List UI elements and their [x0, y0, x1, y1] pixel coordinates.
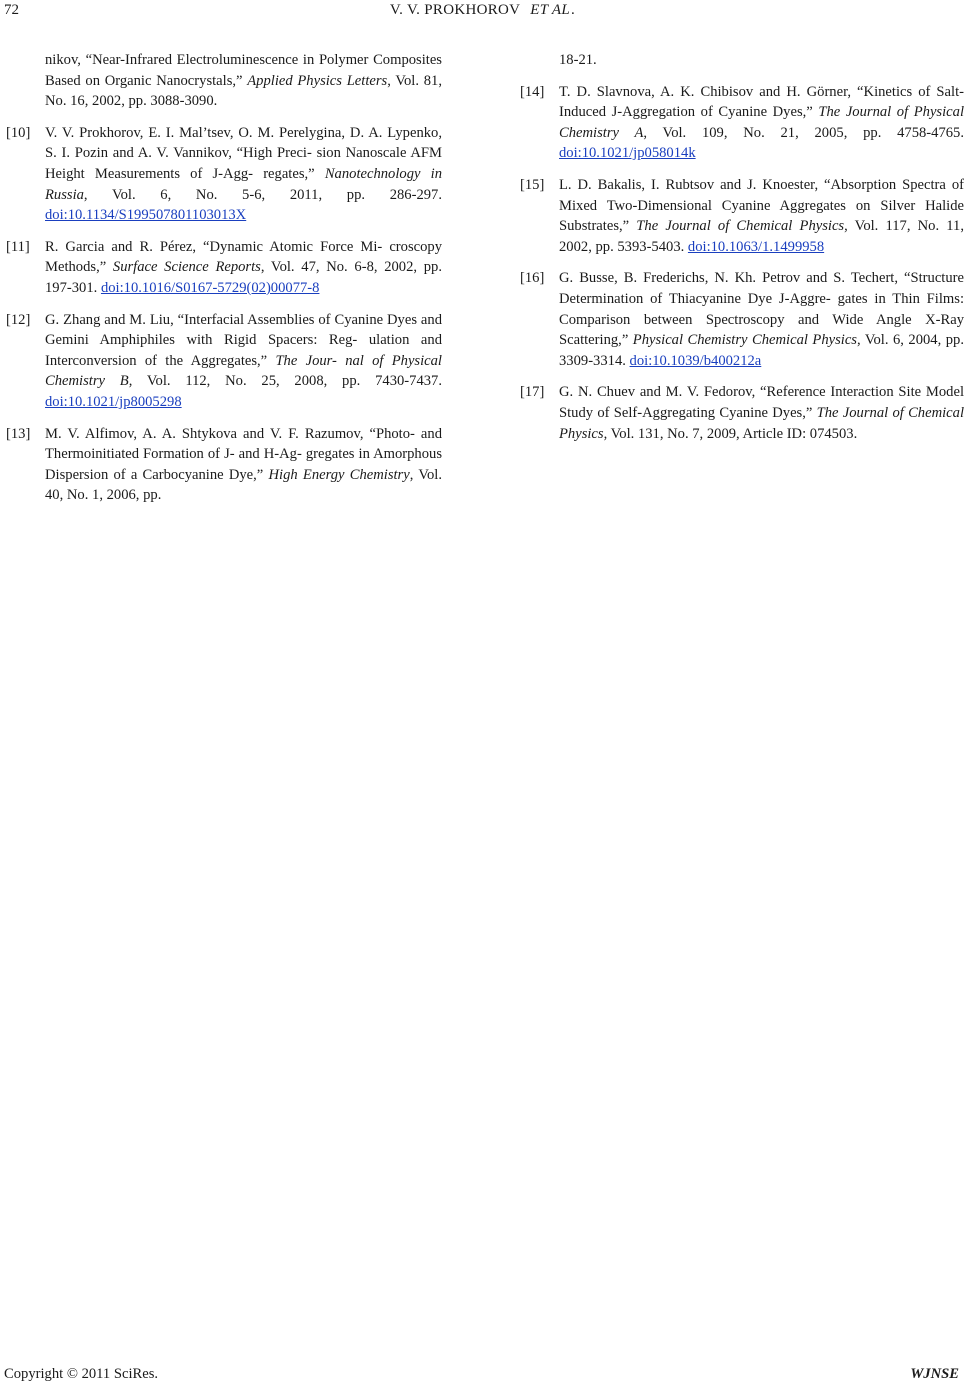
reference-entry — [6, 237, 442, 299]
doi-link[interactable]: doi:10.1039/b400212a — [629, 352, 762, 369]
reference-text: L. D. Bakalis, I. Rubtsov and J. Knoester, “Absorption Spectra of Mixed Two-Dimensional Cyanine Aggregates on Silver Halide Substrates,” — [559, 176, 964, 235]
doi-link[interactable]: doi:10.1134/S199507801103013X — [45, 207, 247, 224]
reference-entry — [530, 50, 964, 71]
reference-details: , Vol. 6, 2004, pp. 3309-3314. — [559, 332, 964, 369]
running-head-et-al: ET AL — [530, 2, 571, 18]
reference-number: [13] — [6, 425, 31, 442]
doi-link[interactable]: doi:10.1016/S0167-5729(02)00077-8 — [100, 279, 320, 296]
running-head — [0, 2, 965, 19]
reference-text: G. Busse, B. Frederichs, N. Kh. Petrov and S. Techert, “Structure Determination of Thiacyanine Dye J-Aggre- gates in Thin Films: Comparison between Spectroscopy and Wide Angle X-Ray Scattering,” — [559, 270, 964, 349]
journal-title: Applied Physics Letters — [247, 72, 388, 89]
reference-details: , Vol. 6, No. 5-6, 2011, pp. 286-297. — [83, 186, 442, 203]
reference-number: [15] — [520, 176, 545, 193]
reference-text: G. Zhang and M. Liu, “Interfacial Assemblies of Cyanine Dyes and Gemini Amphiphiles with Rigid Spacers: Reg- ulation and Interconversion of the Aggregates,” — [45, 311, 442, 369]
journal-title: The Jour- nal of Physical Chemistry B — [45, 352, 442, 390]
reference-text: M. V. Alfimov, A. A. Shtykova and V. F. Razumov, “Photo- and Thermoinitiated Formation of J- and H-Ag- gregates in Amorphous Dispersion of a Carbocyanine Dye,” — [45, 425, 442, 483]
reference-number: [10] — [6, 124, 31, 141]
reference-text: 18-21. — [559, 52, 597, 68]
reference-number: [12] — [6, 311, 31, 328]
doi-link[interactable]: doi:10.1021/jp058014k — [559, 145, 696, 162]
journal-title: Surface Science Reports — [112, 259, 261, 276]
reference-entry — [6, 310, 442, 413]
journal-title: The Journal of Chemical Physics — [559, 404, 964, 442]
reference-number: [11] — [6, 238, 30, 255]
reference-text: G. N. Chuev and M. V. Fedorov, “Reference Interaction Site Model Study of Self-Aggregating Cyanine Dyes,” — [559, 384, 964, 421]
reference-entry — [16, 50, 442, 112]
journal-title: High Energy Chemistry — [268, 466, 410, 483]
journal-title: The Journal of Physical Chemistry A — [559, 104, 964, 141]
reference-text: nikov, “Near-Infrared Electroluminescence in Polymer Composites Based on Organic Nanocrystals,” — [45, 52, 442, 89]
reference-details: , Vol. 81, No. 16, 2002, pp. 3088-3090. — [45, 72, 442, 110]
journal-title: Nanotechnology in Russia — [45, 165, 443, 203]
journal-abbreviation: WJNSE — [910, 1366, 959, 1382]
reference-entry — [6, 123, 443, 226]
reference-details: , Vol. 112, No. 25, 2008, pp. 7430-7437. — [128, 373, 442, 390]
reference-entry — [6, 424, 442, 506]
reference-details: , Vol. 109, No. 21, 2005, pp. 4758-4765. — [643, 124, 964, 141]
journal-title: The Journal of Chemical Physics — [636, 218, 845, 235]
running-head-authors: V. V. PROKHOROV — [389, 2, 521, 18]
left-column — [6, 50, 443, 517]
doi-link[interactable]: doi:10.1063/1.1499958 — [687, 238, 825, 255]
reference-number: [16] — [520, 270, 545, 287]
reference-text: V. V. Prokhorov, E. I. Mal’tsev, O. M. Perelygina, D. A. Lypenko, S. I. Pozin and A. V. Vannikov, “High Preci- sion Nanoscale AFM Height Measurements of J-Agg- regates,” — [45, 124, 442, 182]
reference-details: , Vol. 40, No. 1, 2006, pp. — [45, 466, 442, 504]
reference-number: [14] — [520, 83, 545, 100]
running-head-period: . — [571, 2, 576, 18]
reference-entry — [520, 382, 964, 444]
reference-details: , Vol. 117, No. 11, 2002, pp. 5393-5403. — [559, 218, 964, 255]
reference-details: , Vol. 47, No. 6-8, 2002, pp. 197-301. — [45, 259, 442, 296]
reference-details: , Vol. 131, No. 7, 2009, Article ID: 074503. — [603, 425, 858, 442]
page-header — [0, 0, 965, 26]
doi-link[interactable]: doi:10.1021/jp8005298 — [45, 393, 182, 410]
reference-entry — [520, 175, 964, 257]
reference-number: [17] — [520, 384, 545, 401]
journal-title: Physical Chemistry Chemical Physics — [632, 332, 857, 349]
copyright-notice: Copyright © 2011 SciRes. — [4, 1366, 159, 1382]
page-number: 72 — [4, 2, 19, 18]
reference-entry — [520, 268, 964, 371]
right-column — [520, 50, 964, 455]
reference-entry — [520, 82, 964, 164]
reference-text: R. Garcia and R. Pérez, “Dynamic Atomic Force Mi- croscopy Methods,” — [45, 238, 442, 276]
reference-text: T. D. Slavnova, A. K. Chibisov and H. Görner, “Kinetics of Salt-Induced J-Aggregation of Cyanine Dyes,” — [559, 83, 964, 121]
